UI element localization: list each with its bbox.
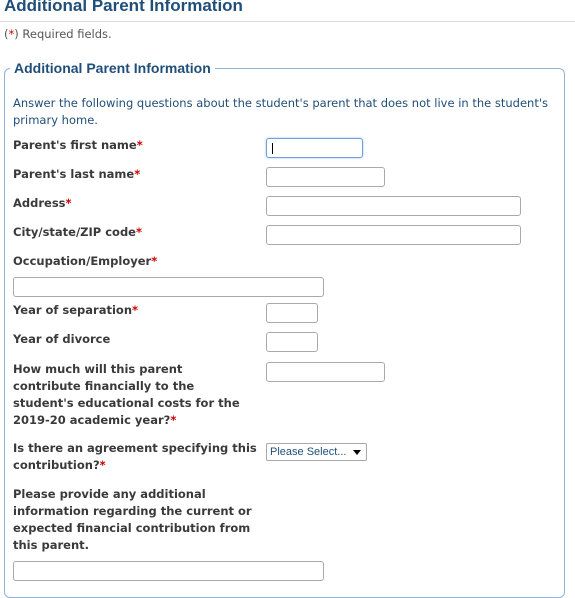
- section-instructions: Answer the following questions about the student's parent that does not live in the student's primary home.: [13, 96, 548, 127]
- address-label-text: Address: [13, 196, 66, 210]
- required-star: *: [170, 413, 177, 427]
- occupation-label: [13, 253, 157, 270]
- address-input[interactable]: [266, 196, 521, 216]
- required-star: *: [134, 167, 141, 181]
- year-separation-input[interactable]: [266, 303, 318, 323]
- last-name-input[interactable]: [266, 167, 385, 187]
- agreement-select-value: Please Select...: [270, 446, 347, 458]
- text-caret: [272, 143, 273, 154]
- required-star: *: [99, 458, 106, 472]
- agreement-label: [13, 440, 257, 474]
- city-state-zip-label: [13, 224, 142, 241]
- required-star: *: [136, 138, 143, 152]
- agreement-label-text: Is there an agreement specifying this contribution?: [13, 441, 257, 472]
- additional-info-label: Please provide any additional information regarding the current or expected financial contribution from this parent.: [13, 487, 252, 552]
- first-name-label: [13, 137, 143, 154]
- chevron-down-icon: [353, 450, 361, 455]
- last-name-label: [13, 166, 140, 183]
- required-note-open: (: [4, 27, 9, 41]
- contribution-label-text: How much will this parent contribute financially to the student's educational costs for the 2019-20 academic year?: [13, 362, 240, 427]
- first-name-label-text: Parent's first name: [13, 138, 137, 152]
- required-star: *: [135, 225, 142, 239]
- section-legend: Additional Parent Information: [10, 60, 215, 76]
- additional-info-input[interactable]: [13, 561, 324, 581]
- occupation-label-text: Occupation/Employer: [13, 254, 152, 268]
- year-separation-label: [13, 302, 138, 319]
- required-star: *: [8, 27, 15, 41]
- last-name-label-text: Parent's last name: [13, 167, 135, 181]
- address-label: [13, 195, 72, 212]
- contribution-label: [13, 361, 253, 429]
- required-star: *: [65, 196, 72, 210]
- required-star: *: [151, 254, 158, 268]
- first-name-input[interactable]: [266, 138, 363, 158]
- agreement-select[interactable]: [266, 443, 367, 461]
- year-divorce-label: Year of divorce: [13, 332, 111, 346]
- required-star: *: [132, 303, 139, 317]
- occupation-input[interactable]: [13, 277, 324, 297]
- year-separation-label-text: Year of separation: [13, 303, 133, 317]
- city-state-zip-input[interactable]: [266, 225, 521, 245]
- title-divider: [0, 21, 575, 22]
- city-state-zip-label-text: City/state/ZIP code: [13, 225, 136, 239]
- required-fields-note: [4, 27, 112, 41]
- year-divorce-input[interactable]: [266, 332, 318, 352]
- contribution-input[interactable]: [266, 362, 385, 382]
- required-note-text: ) Required fields.: [14, 27, 112, 41]
- page-title: Additional Parent Information: [4, 0, 243, 15]
